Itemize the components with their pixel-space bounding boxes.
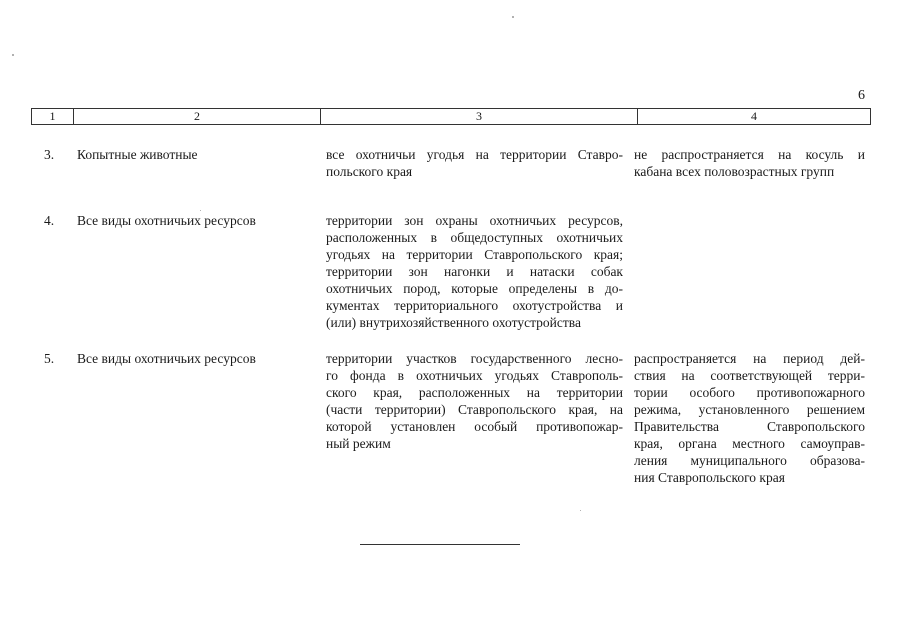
- row-3-name: Копытные животные: [77, 147, 198, 162]
- header-column-3: 3: [321, 109, 638, 124]
- row-4-territory: [326, 212, 623, 331]
- row-5-territory-line: (части территории) Ставропольского края, на: [326, 402, 623, 417]
- row-4-territory-line: территории зон нагонки и натаски собак: [326, 264, 623, 279]
- row-5-territory-line: ный режим: [326, 436, 391, 451]
- row-4-number: 4.: [44, 213, 55, 228]
- row-3-note-line: кабана всех половозрастных групп: [634, 164, 835, 179]
- scan-speck: [512, 16, 514, 18]
- row-4-territory-line: (или) внутрихозяйственного охотустройства: [326, 315, 581, 330]
- row-4-territory-line: угодьях на территории Ставропольского края;: [326, 247, 623, 262]
- scan-speck: [200, 210, 201, 211]
- row-5-territory-line: территории участков государственного лесно-: [326, 351, 623, 366]
- row-5-note-line: края, органа местного самоуправ-: [634, 436, 865, 451]
- row-4-territory-line: охотничьих пород, которые определены в до-: [326, 281, 623, 296]
- row-5-number: 5.: [44, 351, 55, 366]
- row-3-note: [634, 146, 865, 180]
- row-5-note-line: распространяется на период дей-: [634, 351, 865, 366]
- row-5-note-line: Правительства Ставропольского: [634, 419, 865, 434]
- row-5-note: [634, 350, 865, 486]
- row-3-number: 3.: [44, 147, 55, 162]
- row-5-note-line: ния Ставропольского края: [634, 470, 785, 485]
- row-5-territory: [326, 350, 623, 452]
- row-4-name: Все виды охотничьих ресурсов: [77, 213, 256, 228]
- row-5-note-line: ствия на соответствующей терри-: [634, 368, 865, 383]
- row-5-name: Все виды охотничьих ресурсов: [77, 351, 256, 366]
- row-3-territory-line: все охотничьи угодья на территории Ставро-: [326, 147, 623, 162]
- page-number: 6: [858, 88, 865, 103]
- row-5-territory-line: го фонда в охотничьих угодьях Ставрополь-: [326, 368, 623, 383]
- row-4-territory-line: расположенных в общедоступных охотничьих: [326, 230, 623, 245]
- header-column-2: 2: [74, 109, 321, 124]
- table-header-row: [31, 108, 871, 125]
- row-4-territory-line: территории зон охраны охотничьих ресурсов,: [326, 213, 623, 228]
- row-5-note-line: режима, установленного решением: [634, 402, 865, 417]
- row-3-territory: [326, 146, 623, 180]
- row-5-note-line: ления муниципального образова-: [634, 453, 865, 468]
- row-3-note-line: не распространяется на косуль и: [634, 147, 865, 162]
- row-5-territory-line: ского края, расположенных на территории: [326, 385, 623, 400]
- scan-speck: [580, 510, 581, 511]
- end-of-document-rule: [360, 544, 520, 545]
- row-4-territory-line: кументах территориального охотустройства и: [326, 298, 623, 313]
- header-column-4: 4: [751, 109, 757, 123]
- scan-speck: [12, 54, 14, 56]
- header-column-1: 1: [32, 109, 74, 124]
- row-3-territory-line: польского края: [326, 164, 413, 179]
- row-5-note-line: тории особого противопожарного: [634, 385, 865, 400]
- row-5-territory-line: которой установлен особый противопожар-: [326, 419, 623, 434]
